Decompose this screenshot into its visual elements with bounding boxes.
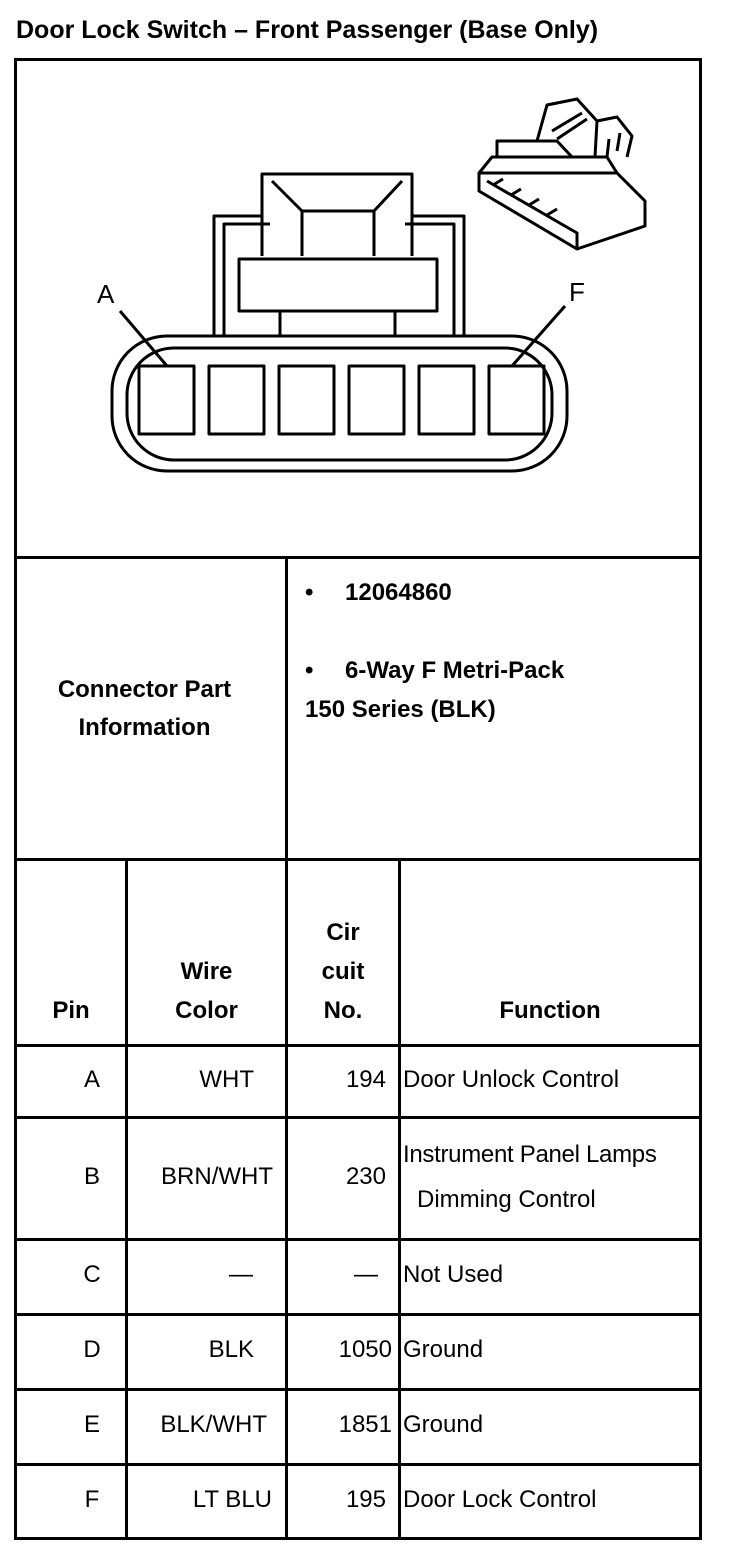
row-f-function: Door Lock Control bbox=[403, 1486, 597, 1513]
part-number-line bbox=[305, 579, 452, 607]
header-wire-line2: Color bbox=[175, 997, 238, 1024]
pin-label-a: A bbox=[97, 279, 115, 309]
section-divider bbox=[17, 556, 699, 559]
connector-info-label-line1: Connector Part bbox=[57, 676, 232, 703]
row-divider bbox=[17, 1388, 699, 1391]
connector-table-frame bbox=[14, 58, 702, 1540]
info-column-divider bbox=[285, 556, 288, 861]
info-bottom-divider bbox=[17, 858, 699, 861]
pin-cavity-b bbox=[209, 366, 264, 434]
pin-label-f: F bbox=[569, 277, 585, 307]
row-c-function: Not Used bbox=[403, 1261, 504, 1288]
part-number: 12064860 bbox=[345, 579, 452, 606]
row-f-pin: F bbox=[84, 1486, 100, 1513]
connector-face-diagram bbox=[17, 61, 699, 556]
page-title: Door Lock Switch – Front Passenger (Base Only) bbox=[16, 16, 599, 44]
header-pin: Pin bbox=[52, 997, 90, 1024]
row-b-pin: B bbox=[83, 1163, 100, 1190]
row-divider bbox=[17, 1313, 699, 1316]
header-function: Function bbox=[499, 997, 601, 1024]
pin-cavity-d bbox=[349, 366, 404, 434]
row-f-wire: LT BLU bbox=[192, 1486, 272, 1513]
header-wire-line1: Wire bbox=[180, 958, 233, 985]
row-c-pin: C bbox=[83, 1261, 101, 1288]
row-b-wire: BRN/WHT bbox=[161, 1163, 273, 1190]
row-d-wire: BLK bbox=[208, 1336, 254, 1363]
header-circuit-line3: No. bbox=[323, 997, 363, 1024]
pin-cavity-c bbox=[279, 366, 334, 434]
header-circuit-line2: cuit bbox=[321, 958, 365, 985]
pin-cavity-e bbox=[419, 366, 474, 434]
connector-info-label bbox=[17, 671, 272, 747]
header-wire-color bbox=[128, 952, 285, 1030]
connector-drawing bbox=[17, 61, 699, 556]
description-line-1 bbox=[305, 657, 564, 685]
connector-description: 6-Way F Metri-Pack bbox=[345, 657, 565, 684]
description-line-2: 150 Series (BLK) bbox=[305, 696, 496, 723]
row-b-function: Instrument Panel Lamps bbox=[403, 1141, 657, 1168]
row-d-pin: D bbox=[83, 1336, 101, 1363]
bullet-2: • bbox=[305, 657, 314, 684]
row-b-circuit: 230 bbox=[345, 1163, 386, 1190]
row-a-function: Door Unlock Control bbox=[403, 1066, 620, 1093]
pin-cavity-a bbox=[139, 366, 194, 434]
pin-cavity-f bbox=[489, 366, 544, 434]
row-f-circuit: 195 bbox=[345, 1486, 386, 1513]
row-divider bbox=[17, 1463, 699, 1466]
row-a-wire: WHT bbox=[199, 1066, 254, 1093]
row-e-wire: BLK/WHT bbox=[160, 1411, 267, 1438]
row-c-wire: — bbox=[229, 1261, 253, 1288]
row-a-pin: A bbox=[83, 1066, 100, 1093]
row-a-circuit: 194 bbox=[345, 1066, 386, 1093]
header-circuit-line1: Cir bbox=[326, 919, 360, 946]
row-d-function: Ground bbox=[403, 1336, 484, 1363]
connector-outer-shell bbox=[112, 336, 567, 471]
header-bottom-divider bbox=[17, 1044, 699, 1047]
row-divider bbox=[17, 1238, 699, 1241]
bullet-1: • bbox=[305, 579, 314, 606]
row-divider bbox=[17, 1116, 699, 1119]
connector-isometric-view bbox=[479, 99, 645, 249]
row-d-circuit: 1050 bbox=[338, 1336, 392, 1363]
row-e-circuit: 1851 bbox=[338, 1411, 392, 1438]
circuit-column-divider bbox=[398, 858, 401, 1537]
row-e-pin: E bbox=[83, 1411, 100, 1438]
row-c-circuit: — bbox=[354, 1261, 378, 1288]
row-b-function-line2: Dimming Control bbox=[417, 1186, 596, 1213]
row-e-function: Ground bbox=[403, 1411, 484, 1438]
connector-latch bbox=[239, 259, 437, 311]
header-circuit-no bbox=[288, 913, 398, 1030]
connector-info-label-line2: Information bbox=[78, 714, 211, 741]
